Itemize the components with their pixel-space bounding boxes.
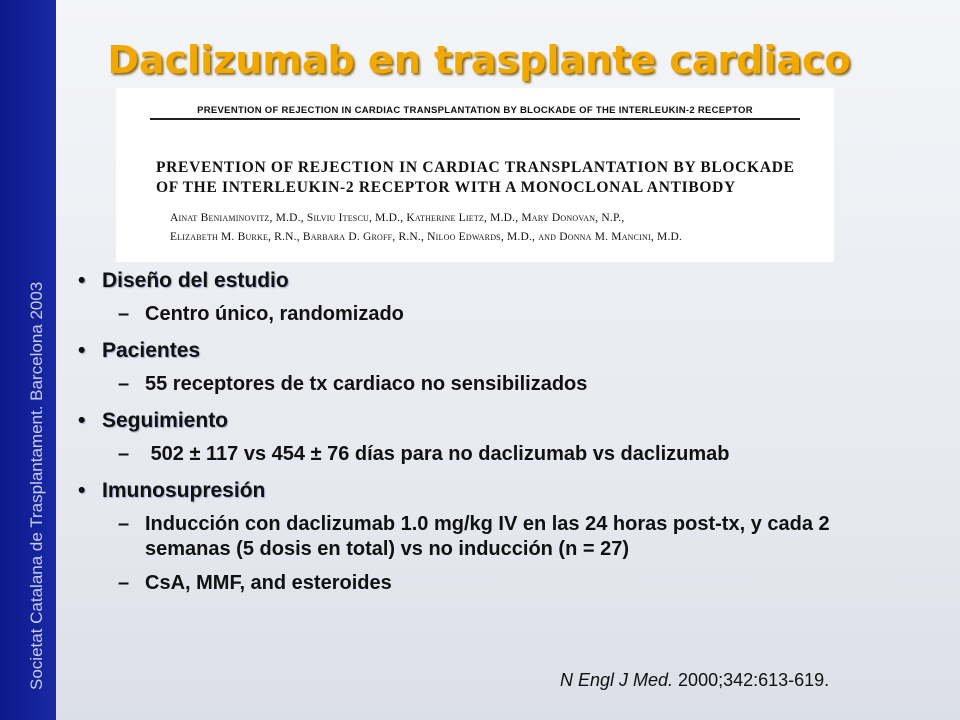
list-item-text: CsA, MMF, and esteroides [145, 572, 392, 594]
list-item [78, 372, 778, 397]
article-header-image [116, 88, 834, 262]
article-authors [170, 209, 810, 247]
article-title [156, 158, 796, 198]
section-heading-label: Imunosupresión [102, 479, 266, 502]
dash-icon: – [118, 373, 130, 395]
sidebar-band [0, 0, 56, 720]
bullet-icon: • [78, 479, 86, 502]
list-item [78, 442, 785, 467]
list-item-text: 55 receptores de tx cardiaco no sensibilizados [145, 373, 588, 395]
citation-ref: 2000;342:613-619. [673, 670, 830, 690]
dash-icon: – [118, 572, 130, 594]
section-heading-label: Pacientes [102, 339, 201, 362]
section-heading [78, 406, 778, 436]
article-title-line-2: OF THE INTERLEUKIN-2 RECEPTOR WITH A MONOCLONAL ANTIBODY [156, 179, 736, 196]
sidebar-text: Societat Catalana de Trasplantament. Barcelona 2003 [27, 281, 46, 690]
list-item-text: Inducción con daclizumab 1.0 mg/kg IV en las 24 horas post-tx, y cada 2 semanas (5 dosis en total) vs no inducción (n = 27) [145, 513, 830, 560]
citation-journal: N Engl J Med. [560, 670, 674, 690]
list-item [78, 571, 778, 596]
authors-line-1: Ainat Beniaminovitz, M.D., Silviu Itescu, M.D., Katherine Lietz, M.D., Mary Donovan, N.P., [170, 212, 625, 224]
section-heading [78, 336, 778, 366]
section-heading-label: Diseño del estudio [102, 269, 289, 292]
citation [560, 670, 829, 691]
slide-body [78, 266, 830, 605]
list-item-text: Centro único, randomizado [145, 303, 404, 325]
dash-icon: – [118, 513, 130, 535]
dash-icon: – [118, 443, 130, 465]
section-heading-label: Seguimiento [102, 409, 229, 432]
dash-icon: – [118, 303, 130, 325]
bullet-icon: • [78, 269, 86, 292]
bullet-icon: • [78, 409, 86, 432]
article-title-line-1: PREVENTION OF REJECTION IN CARDIAC TRANSPLANTATION BY BLOCKADE [156, 159, 795, 176]
slide-title: Daclizumab en trasplante cardiaco [107, 38, 851, 82]
header-rule [150, 118, 800, 120]
authors-line-2: Elizabeth M. Burke, R.N., Barbara D. Groff, R.N., Niloo Edwards, M.D., and Donna M. Mancini, M.D. [170, 231, 683, 243]
list-item [78, 302, 778, 327]
list-item-text: 502 ± 117 vs 454 ± 76 días para no daclizumab vs daclizumab [145, 443, 730, 465]
bullet-icon: • [78, 339, 86, 362]
journal-running-header: PREVENTION OF REJECTION IN CARDIAC TRANSPLANTATION BY BLOCKADE OF THE INTERLEUKIN-2 RECEPTOR [197, 105, 753, 116]
section-heading [78, 266, 778, 296]
section-heading [78, 476, 778, 506]
list-item [78, 512, 835, 562]
